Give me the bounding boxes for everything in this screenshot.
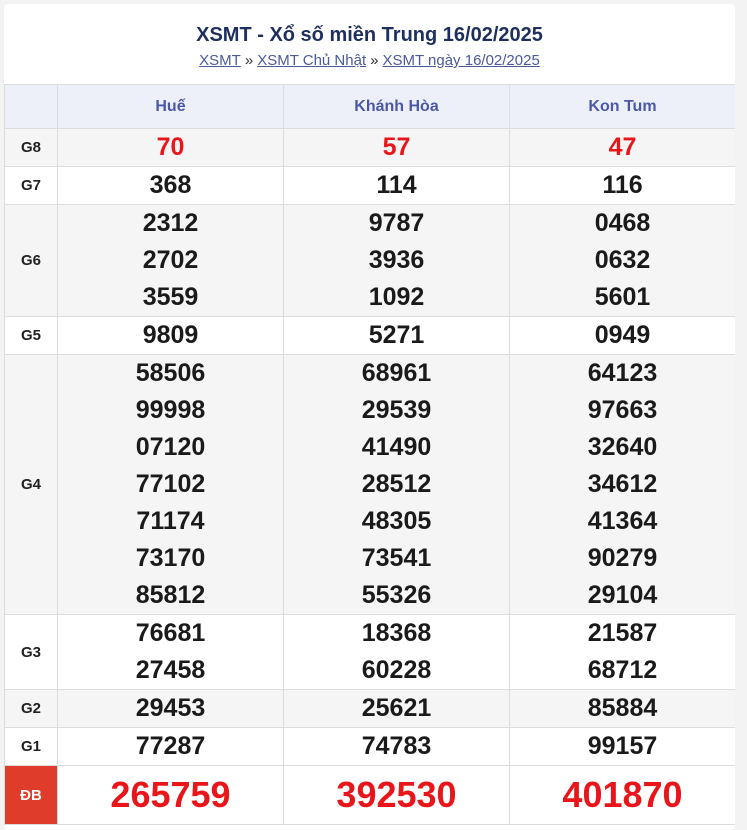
prize-number: 85812 (135, 581, 206, 609)
prize-number: 07120 (135, 433, 206, 461)
prize-number: 55326 (361, 581, 432, 609)
prize-cell (284, 317, 510, 355)
prize-cell (510, 355, 736, 615)
breadcrumb-link-date[interactable]: XSMT ngày 16/02/2025 (382, 52, 540, 69)
prize-cell (58, 728, 284, 766)
province-header[interactable]: Khánh Hòa (284, 85, 510, 129)
prize-cell (284, 615, 510, 690)
prize-number: 392530 (336, 774, 457, 815)
prize-number: 3559 (142, 283, 199, 311)
prize-cell (58, 205, 284, 317)
prize-number: 401870 (562, 774, 683, 815)
prize-row-g6 (5, 205, 736, 317)
prize-cell (284, 355, 510, 615)
prize-number: 85884 (587, 694, 658, 722)
prize-number: 58506 (135, 359, 206, 387)
prize-number: 0468 (594, 209, 651, 237)
prize-row-g5 (5, 317, 736, 355)
prize-number: 73541 (361, 544, 432, 572)
prize-number: 29104 (587, 581, 658, 609)
prize-number: 368 (149, 171, 192, 199)
prize-number: 57 (382, 133, 411, 161)
header-blank-cell (5, 85, 58, 129)
prize-number: 41490 (361, 433, 432, 461)
prize-number: 68961 (361, 359, 432, 387)
prize-number: 48305 (361, 507, 432, 535)
prize-number: 77102 (135, 470, 206, 498)
prize-row-g1 (5, 728, 736, 766)
prize-cell (58, 167, 284, 205)
prize-cell (58, 317, 284, 355)
prize-number: 73170 (135, 544, 206, 572)
prize-cell (58, 690, 284, 728)
table-header-row (5, 85, 736, 129)
prize-number: 29453 (135, 694, 206, 722)
prize-label: ĐB (5, 766, 58, 825)
prize-number: 70 (156, 133, 185, 161)
prize-label: G5 (5, 317, 58, 355)
prize-cell (58, 766, 284, 825)
prize-number: 3936 (368, 246, 425, 274)
prize-number: 71174 (136, 507, 205, 535)
prize-number: 97663 (587, 396, 658, 424)
prize-number: 41364 (587, 507, 658, 535)
prize-number: 34612 (587, 470, 658, 498)
prize-number: 25621 (361, 694, 432, 722)
prize-label: G8 (5, 129, 58, 167)
prize-number: 1092 (368, 283, 425, 311)
province-header[interactable]: Huế (58, 85, 284, 129)
prize-row-g7 (5, 167, 736, 205)
prize-number: 76681 (135, 619, 206, 647)
prize-number: 114 (376, 171, 417, 199)
prize-cell (58, 615, 284, 690)
prize-row-g4 (5, 355, 736, 615)
prize-number: 47 (608, 133, 637, 161)
prize-number: 77287 (135, 732, 206, 760)
prize-cell (510, 690, 736, 728)
prize-number: 32640 (587, 433, 658, 461)
prize-number: 9787 (368, 209, 425, 237)
prize-row-g3 (5, 615, 736, 690)
prize-number: 0632 (594, 246, 651, 274)
prize-cell (510, 129, 736, 167)
prize-number: 5601 (594, 283, 651, 311)
prize-cell (510, 766, 736, 825)
prize-cell (510, 728, 736, 766)
prize-label: G2 (5, 690, 58, 728)
prize-cell (510, 205, 736, 317)
prize-row-g8 (5, 129, 736, 167)
prize-number: 21587 (587, 619, 658, 647)
prize-label: G1 (5, 728, 58, 766)
prize-label: G4 (5, 355, 58, 615)
page-title: XSMT - Xổ số miền Trung 16/02/2025 (196, 24, 543, 46)
prize-cell (510, 615, 736, 690)
prize-number: 74783 (361, 732, 432, 760)
prize-cell (510, 167, 736, 205)
prize-cell (510, 317, 736, 355)
prize-cell (284, 205, 510, 317)
prize-label: G7 (5, 167, 58, 205)
breadcrumb-link-weekday[interactable]: XSMT Chủ Nhật (257, 52, 367, 69)
prize-number: 99998 (135, 396, 206, 424)
prize-row-g2 (5, 690, 736, 728)
prize-cell (58, 355, 284, 615)
prize-row-db (5, 766, 736, 825)
breadcrumb-separator: » (244, 52, 254, 69)
prize-number: 116 (602, 171, 643, 199)
province-header[interactable]: Kon Tum (510, 85, 736, 129)
results-card (4, 4, 735, 830)
results-header (4, 4, 735, 84)
prize-number: 68712 (587, 656, 658, 684)
breadcrumb-separator: » (370, 52, 379, 69)
breadcrumb-link-xsmt[interactable]: XSMT (199, 52, 241, 69)
prize-number: 18368 (361, 619, 432, 647)
prize-cell (284, 129, 510, 167)
prize-number: 28512 (361, 470, 432, 498)
prize-number: 2702 (142, 246, 199, 274)
prize-number: 265759 (110, 774, 231, 815)
breadcrumb (4, 52, 735, 70)
prize-number: 99157 (587, 732, 658, 760)
prize-number: 9809 (142, 321, 199, 349)
prize-number: 64123 (587, 359, 658, 387)
prize-number: 29539 (361, 396, 432, 424)
prize-cell (284, 167, 510, 205)
prize-cell (284, 766, 510, 825)
prize-cell (284, 690, 510, 728)
prize-number: 90279 (587, 544, 658, 572)
prize-cell (58, 129, 284, 167)
prize-cell (284, 728, 510, 766)
prize-label: G6 (5, 205, 58, 317)
prize-number: 27458 (135, 656, 206, 684)
results-body (5, 129, 736, 825)
prize-number: 0949 (594, 321, 651, 349)
results-table (4, 84, 735, 825)
prize-label: G3 (5, 615, 58, 690)
prize-number: 5271 (368, 321, 425, 349)
prize-number: 60228 (361, 656, 432, 684)
prize-number: 2312 (142, 209, 199, 237)
